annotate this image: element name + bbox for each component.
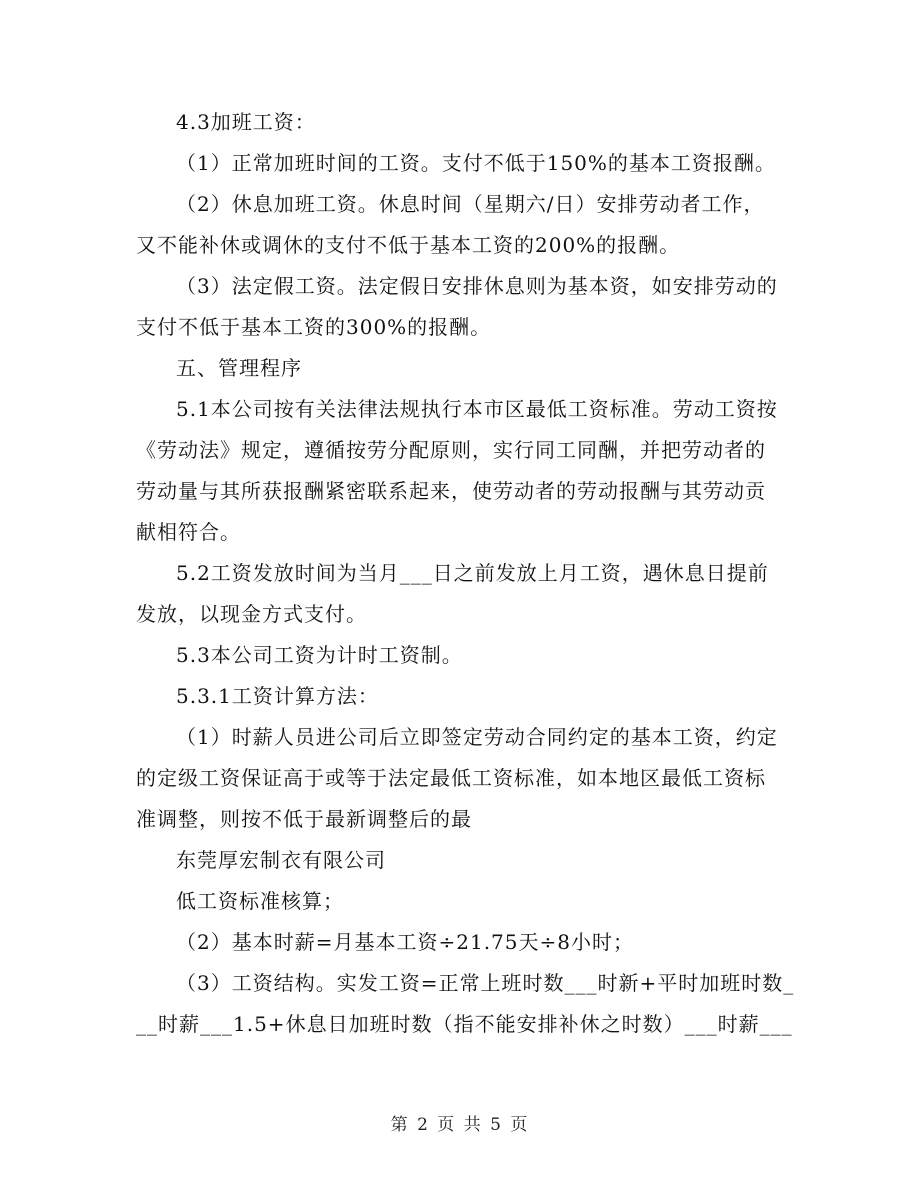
paragraph-line: 发放，以现金方式支付。 bbox=[136, 602, 367, 626]
paragraph-line: （3）工资结构。实发工资=正常上班时数___时新+平时加班时数_ bbox=[176, 971, 795, 995]
paragraph-line: 又不能补休或调休的支付不低于基本工资的200%的报酬。 bbox=[136, 233, 681, 257]
paragraph-line: 4.3加班工资： bbox=[176, 110, 316, 134]
paragraph-line: 准调整，则按不低于最新调整后的最 bbox=[136, 807, 472, 831]
paragraph-line: 支付不低于基本工资的300%的报酬。 bbox=[136, 315, 492, 339]
paragraph-line: （1）正常加班时间的工资。支付不低于150%的基本工资报酬。 bbox=[176, 151, 776, 175]
paragraph-line: 5.2工资发放时间为当月___日之前发放上月工资，遇休息日提前 bbox=[176, 561, 769, 585]
paragraph-line: （3）法定假工资。法定假日安排休息则为基本资，如安排劳动的 bbox=[176, 274, 778, 298]
company-name: 东莞厚宏制衣有限公司 bbox=[176, 848, 386, 872]
paragraph-line: 献相符合。 bbox=[136, 520, 241, 544]
paragraph-line: （1）时薪人员进公司后立即签定劳动合同约定的基本工资，约定 bbox=[176, 725, 778, 749]
paragraph-line: 5.3本公司工资为计时工资制。 bbox=[176, 643, 463, 667]
paragraph-line: 5.1本公司按有关法律法规执行本市区最低工资标准。劳动工资按 bbox=[176, 397, 778, 421]
paragraph-line: __时薪___1.5+休息日加班时数（指不能安排补休之时数）___时薪___ bbox=[136, 1012, 793, 1036]
paragraph-line: （2）休息加班工资。休息时间（星期六/日）安排劳动者工作， bbox=[176, 192, 765, 216]
paragraph-line: 劳动量与其所获报酬紧密联系起来，使劳动者的劳动报酬与其劳动贡 bbox=[136, 479, 766, 503]
paragraph-line: 的定级工资保证高于或等于法定最低工资标准，如本地区最低工资标 bbox=[136, 766, 766, 790]
paragraph-line: 低工资标准核算； bbox=[176, 889, 344, 913]
section-heading: 五、管理程序 bbox=[176, 356, 302, 380]
paragraph-line: （2）基本时薪=月基本工资÷21.75天÷8小时； bbox=[176, 930, 634, 954]
paragraph-line: 5.3.1工资计算方法： bbox=[176, 684, 379, 708]
page-number-footer: 第 2 页 共 5 页 bbox=[390, 1115, 530, 1135]
paragraph-line: 《劳动法》规定，遵循按劳分配原则，实行同工同酬，并把劳动者的 bbox=[136, 438, 766, 462]
